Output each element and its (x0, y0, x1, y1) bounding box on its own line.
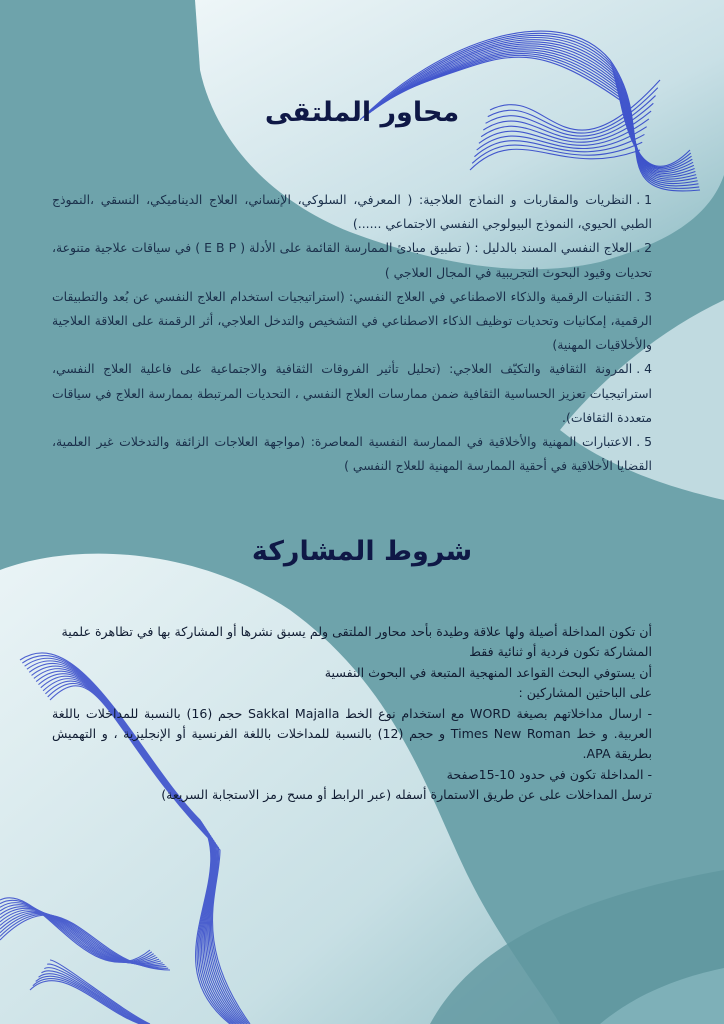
axes-item-text: التقنيات الرقمية والذكاء الاصطناعي في العلاج النفسي: (استراتيجيات استخدام العلاج النفسي عن بُعد والتطبيقات الرقمية، إمكانيات وتحديات توظيف الذكاء الاصطناعي في التشخيص والتدخل العلاجي، أثر الرقمنة على العلاقة العلاجية والأخلاقيات المهنية) (52, 288, 652, 353)
axes-item (52, 430, 652, 478)
condition-line: - المداخلة تكون في حدود 10-15صفحة (446, 766, 652, 782)
axes-item-text: العلاج النفسي المسند بالدليل : ( تطبيق مبادئ الممارسة القائمة على الأدلة ( E B P ) في سياقات علاجية متنوعة، تحديات وقيود البحوث التجريبية في المجال العلاجي ) (52, 240, 652, 280)
axes-item-text: الاعتبارات المهنية والأخلاقية في الممارسة النفسية المعاصرة: (مواجهة العلاجات الزائفة والتدخلات غير العلمية، القضايا الأخلاقية في أحقية الممارسة المهنية للعلاج النفسي ) (52, 434, 652, 474)
axes-item-number: 1 . (636, 192, 652, 207)
axes-item (52, 236, 652, 284)
condition-line: على الباحثين المشاركين : (518, 685, 652, 701)
axes-item-number: 2 . (636, 240, 652, 256)
axes-item-text: المرونة الثقافية والتكيّف العلاجي: (تحليل تأثير الفروقات الثقافية والاجتماعية على فاعلية العلاج النفسي، استراتيجيات تعزيز الحساسية الثقافية ضمن ممارسات العلاج النفسي ، التحديات المرتبطة بممارسة العلاج في سياقات متعددة الثقافات). (52, 361, 652, 425)
condition-line: ترسل المداخلات على عن طريق الاستمارة أسفله (عبر الرابط أو مسح رمز الاستجابة السريعة) (161, 787, 652, 803)
axes-list (52, 188, 652, 478)
axes-item (52, 285, 652, 358)
condition-line: المشاركة تكون فردية أو ثنائية فقط (469, 644, 652, 660)
axes-item (52, 357, 652, 430)
axes-item-text: النظريات والمقاربات و النماذج العلاجية: ( المعرفي، السلوكي، الإنساني، العلاج الديناميكي، النسقي ،النموذج الطبي الحيوي، النموذج البيولوجي النفسي الاجتماعي ......) (52, 192, 652, 232)
condition-line: أن تكون المداخلة أصيلة ولها علاقة وطيدة بأحد محاور الملتقى ولم يسبق نشرها أو المشاركة بها في تظاهرة علمية (61, 624, 652, 639)
axes-item-number: 3 . (636, 288, 652, 304)
conditions-heading: شروط المشاركة (251, 536, 473, 567)
axes-heading: محاور الملتقى (264, 97, 460, 128)
condition-line: - ارسال مداخلاتهم بصيغة WORD مع استخدام نوع الخط Sakkal Majalla حجم (16) بالنسبة للمداخلات باللغة العربية. و خط Times New Roman و حجم (12) بالنسبة للمداخلات باللغة الفرنسية أو الإنجليزية ، و التهميش بطريقة APA. (52, 705, 653, 762)
axes-item (52, 188, 652, 236)
axes-item-number: 4 . (636, 361, 652, 377)
condition-line: أن يستوفي البحث القواعد المنهجية المتبعة في البحوث النفسية (324, 664, 652, 680)
conditions-block (52, 622, 652, 806)
axes-item-number: 5 . (636, 434, 652, 450)
